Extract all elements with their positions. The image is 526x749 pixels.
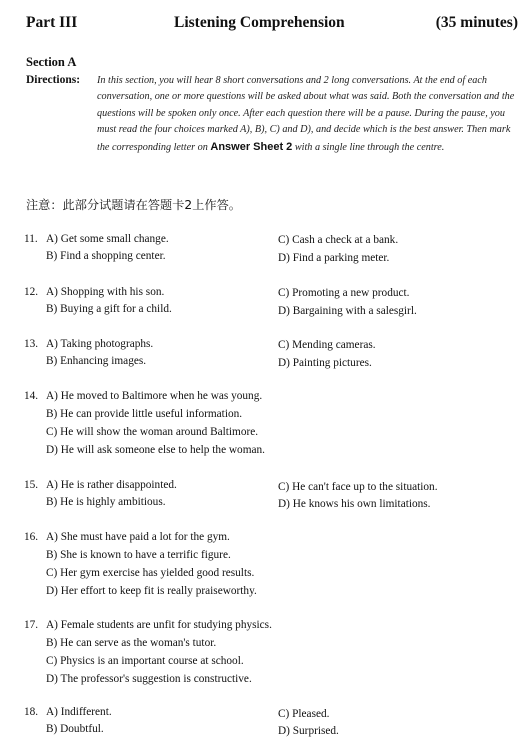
- option-c: C) Pleased.: [278, 708, 330, 720]
- option-d: D) The professor's suggestion is constructive.: [46, 673, 252, 685]
- question-number: 16.: [24, 531, 39, 543]
- option-a: A) Indifferent.: [46, 706, 112, 718]
- option-d: D) Her effort to keep fit is really praiseworthy.: [46, 585, 257, 597]
- directions-text: [97, 73, 519, 156]
- option-c: C) Promoting a new product.: [278, 287, 410, 299]
- question-number: 12.: [24, 286, 39, 298]
- option-b: B) Enhancing images.: [46, 355, 147, 367]
- option-b: B) He can serve as the woman's tutor.: [46, 637, 217, 649]
- option-d: D) Surprised.: [278, 725, 339, 737]
- question-number: 15.: [24, 479, 39, 491]
- part-label: Part III: [26, 14, 78, 31]
- notice-text: 注意：此部分试题请在答题卡2上作答。: [26, 198, 241, 212]
- option-c: C) Cash a check at a bank.: [278, 234, 399, 246]
- directions-tail: with a single line through the centre.: [294, 141, 445, 153]
- question-number: 18.: [24, 706, 39, 718]
- question-number: 13.: [24, 338, 39, 350]
- question-number: 14.: [24, 390, 39, 402]
- option-a: A) He moved to Baltimore when he was young.: [46, 390, 263, 402]
- option-a: A) She must have paid a lot for the gym.: [46, 531, 230, 543]
- option-d: D) Bargaining with a salesgirl.: [278, 305, 417, 317]
- option-b: B) He can provide little useful information.: [46, 408, 243, 420]
- option-d: D) Find a parking meter.: [278, 252, 390, 264]
- question-number: 17.: [24, 619, 39, 631]
- option-c: C) He can't face up to the situation.: [278, 481, 438, 493]
- option-c: C) Her gym exercise has yielded good results.: [46, 567, 255, 579]
- option-d: D) Painting pictures.: [278, 357, 372, 369]
- option-c: C) He will show the woman around Baltimore.: [46, 426, 259, 438]
- option-c: C) Mending cameras.: [278, 339, 376, 351]
- option-a: A) Shopping with his son.: [46, 286, 165, 298]
- directions-label: Directions:: [26, 74, 81, 86]
- question-number: 11.: [24, 233, 38, 245]
- option-b: B) Buying a gift for a child.: [46, 303, 172, 315]
- directions-body: In this section, you will hear 8 short conversations and 2 long conversations. At the end of each conversation, one or more questions will be asked about what was said. Both the conversation and the questions will be spoken only once. After each question there will be a pause. During the pause, you must read the four choices marked A), B), C) and D), and decide which is the best answer. Then mark the corresponding letter on: [97, 75, 515, 153]
- option-c: C) Physics is an important course at school.: [46, 655, 244, 667]
- option-b: B) Find a shopping center.: [46, 250, 166, 262]
- option-a: A) He is rather disappointed.: [46, 479, 177, 491]
- option-b: B) Doubtful.: [46, 723, 104, 735]
- option-a: A) Taking photographs.: [46, 338, 154, 350]
- answer-sheet-label: Answer Sheet 2: [210, 140, 293, 153]
- option-b: B) He is highly ambitious.: [46, 496, 166, 508]
- option-d: D) He knows his own limitations.: [278, 498, 431, 510]
- section-title: Listening Comprehension: [174, 14, 345, 31]
- option-d: D) He will ask someone else to help the woman.: [46, 444, 265, 456]
- option-a: A) Get some small change.: [46, 233, 169, 245]
- time-limit: (35 minutes): [435, 14, 518, 31]
- option-b: B) She is known to have a terrific figure.: [46, 549, 231, 561]
- page-header: [26, 14, 518, 36]
- section-heading: Section A: [26, 55, 77, 69]
- option-a: A) Female students are unfit for studying physics.: [46, 619, 272, 631]
